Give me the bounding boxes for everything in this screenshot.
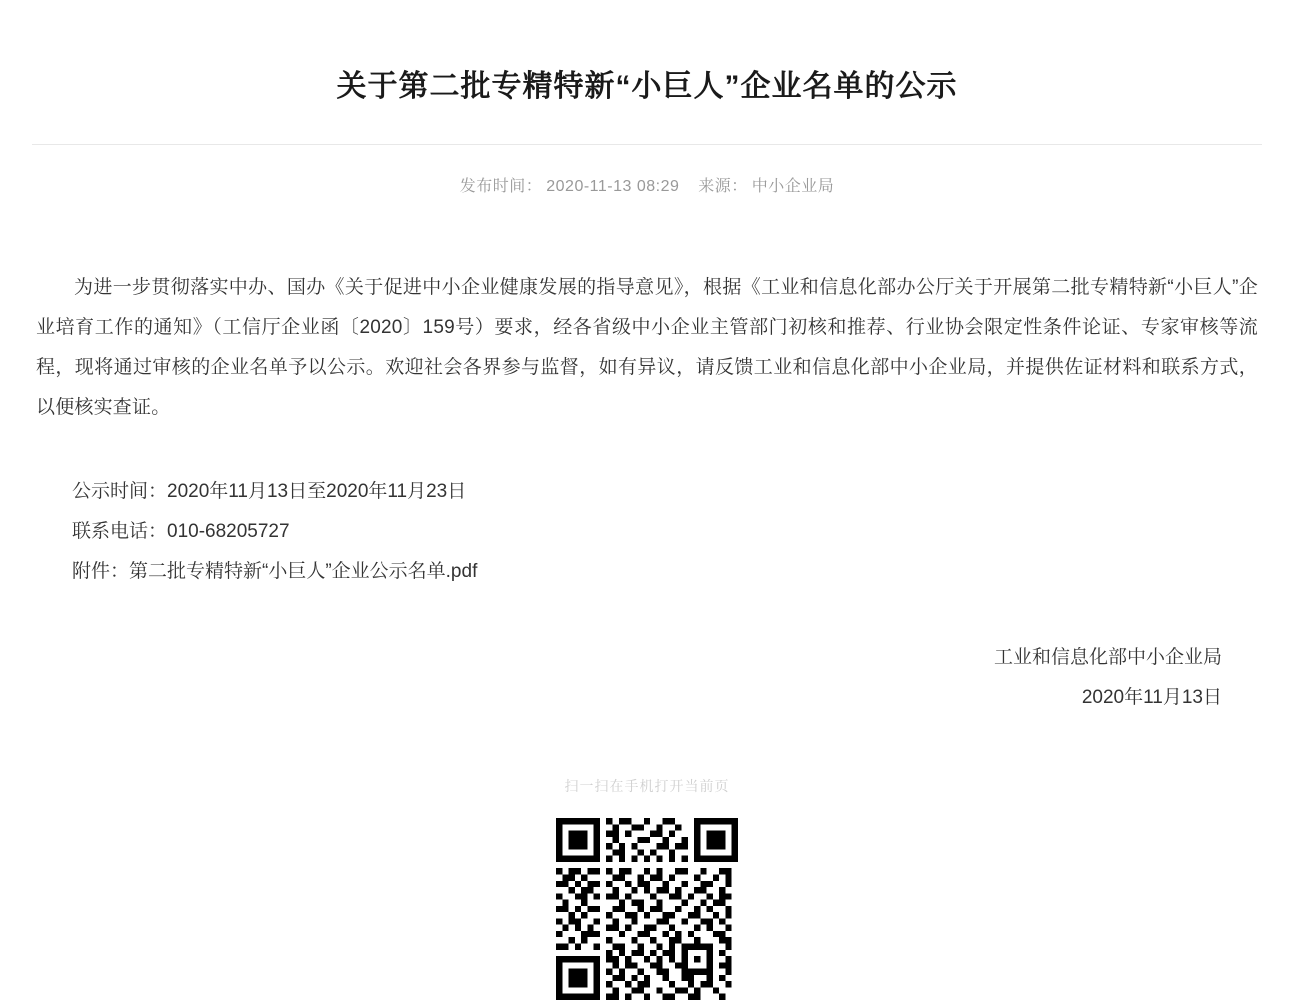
article-page: [0, 20, 1294, 944]
article-meta: [0, 173, 1294, 196]
contact-phone-line: 联系电话：010-68205727: [72, 521, 290, 543]
publish-time-value: 2020-11-13 08:29: [546, 178, 680, 196]
publish-time-label: 发布时间：: [459, 178, 543, 196]
issuing-authority: 工业和信息化部中小企业局: [993, 647, 1222, 669]
notice-details: [72, 472, 1258, 592]
source-value: 中小企业局: [751, 178, 835, 196]
qr-code-icon: [556, 818, 738, 1000]
source-label: 来源：: [698, 178, 748, 196]
attachment-line[interactable]: 附件：第二批专精特新“小巨人”企业公示名单.pdf: [72, 561, 478, 583]
issuing-date: 2020年11月13日: [1081, 687, 1222, 709]
title-divider: [32, 144, 1262, 145]
article-body: [36, 268, 1258, 428]
page-title: 关于第二批专精特新“小巨人”企业名单的公示: [336, 70, 958, 104]
qr-section: [0, 776, 1294, 1000]
signature-block: [0, 638, 1258, 718]
body-paragraph: 为进一步贯彻落实中办、国办《关于促进中小企业健康发展的指导意见》，根据《工业和信息化部办公厅关于开展第二批专精特新“小巨人”企业培育工作的通知》（工信厅企业函〔2020〕159号）要求，经各省级中小企业主管部门初核和推荐、行业协会限定性条件论证、专家审核等流程，现将通过审核的企业名单予以公示。欢迎社会各界参与监督，如有异议，请反馈工业和信息化部中小企业局，并提供佐证材料和联系方式，以便核实查证。: [36, 277, 1258, 419]
qr-caption: 扫一扫在手机打开当前页: [564, 778, 730, 795]
publicity-period-line: 公示时间：2020年11月13日至2020年11月23日: [72, 481, 467, 503]
